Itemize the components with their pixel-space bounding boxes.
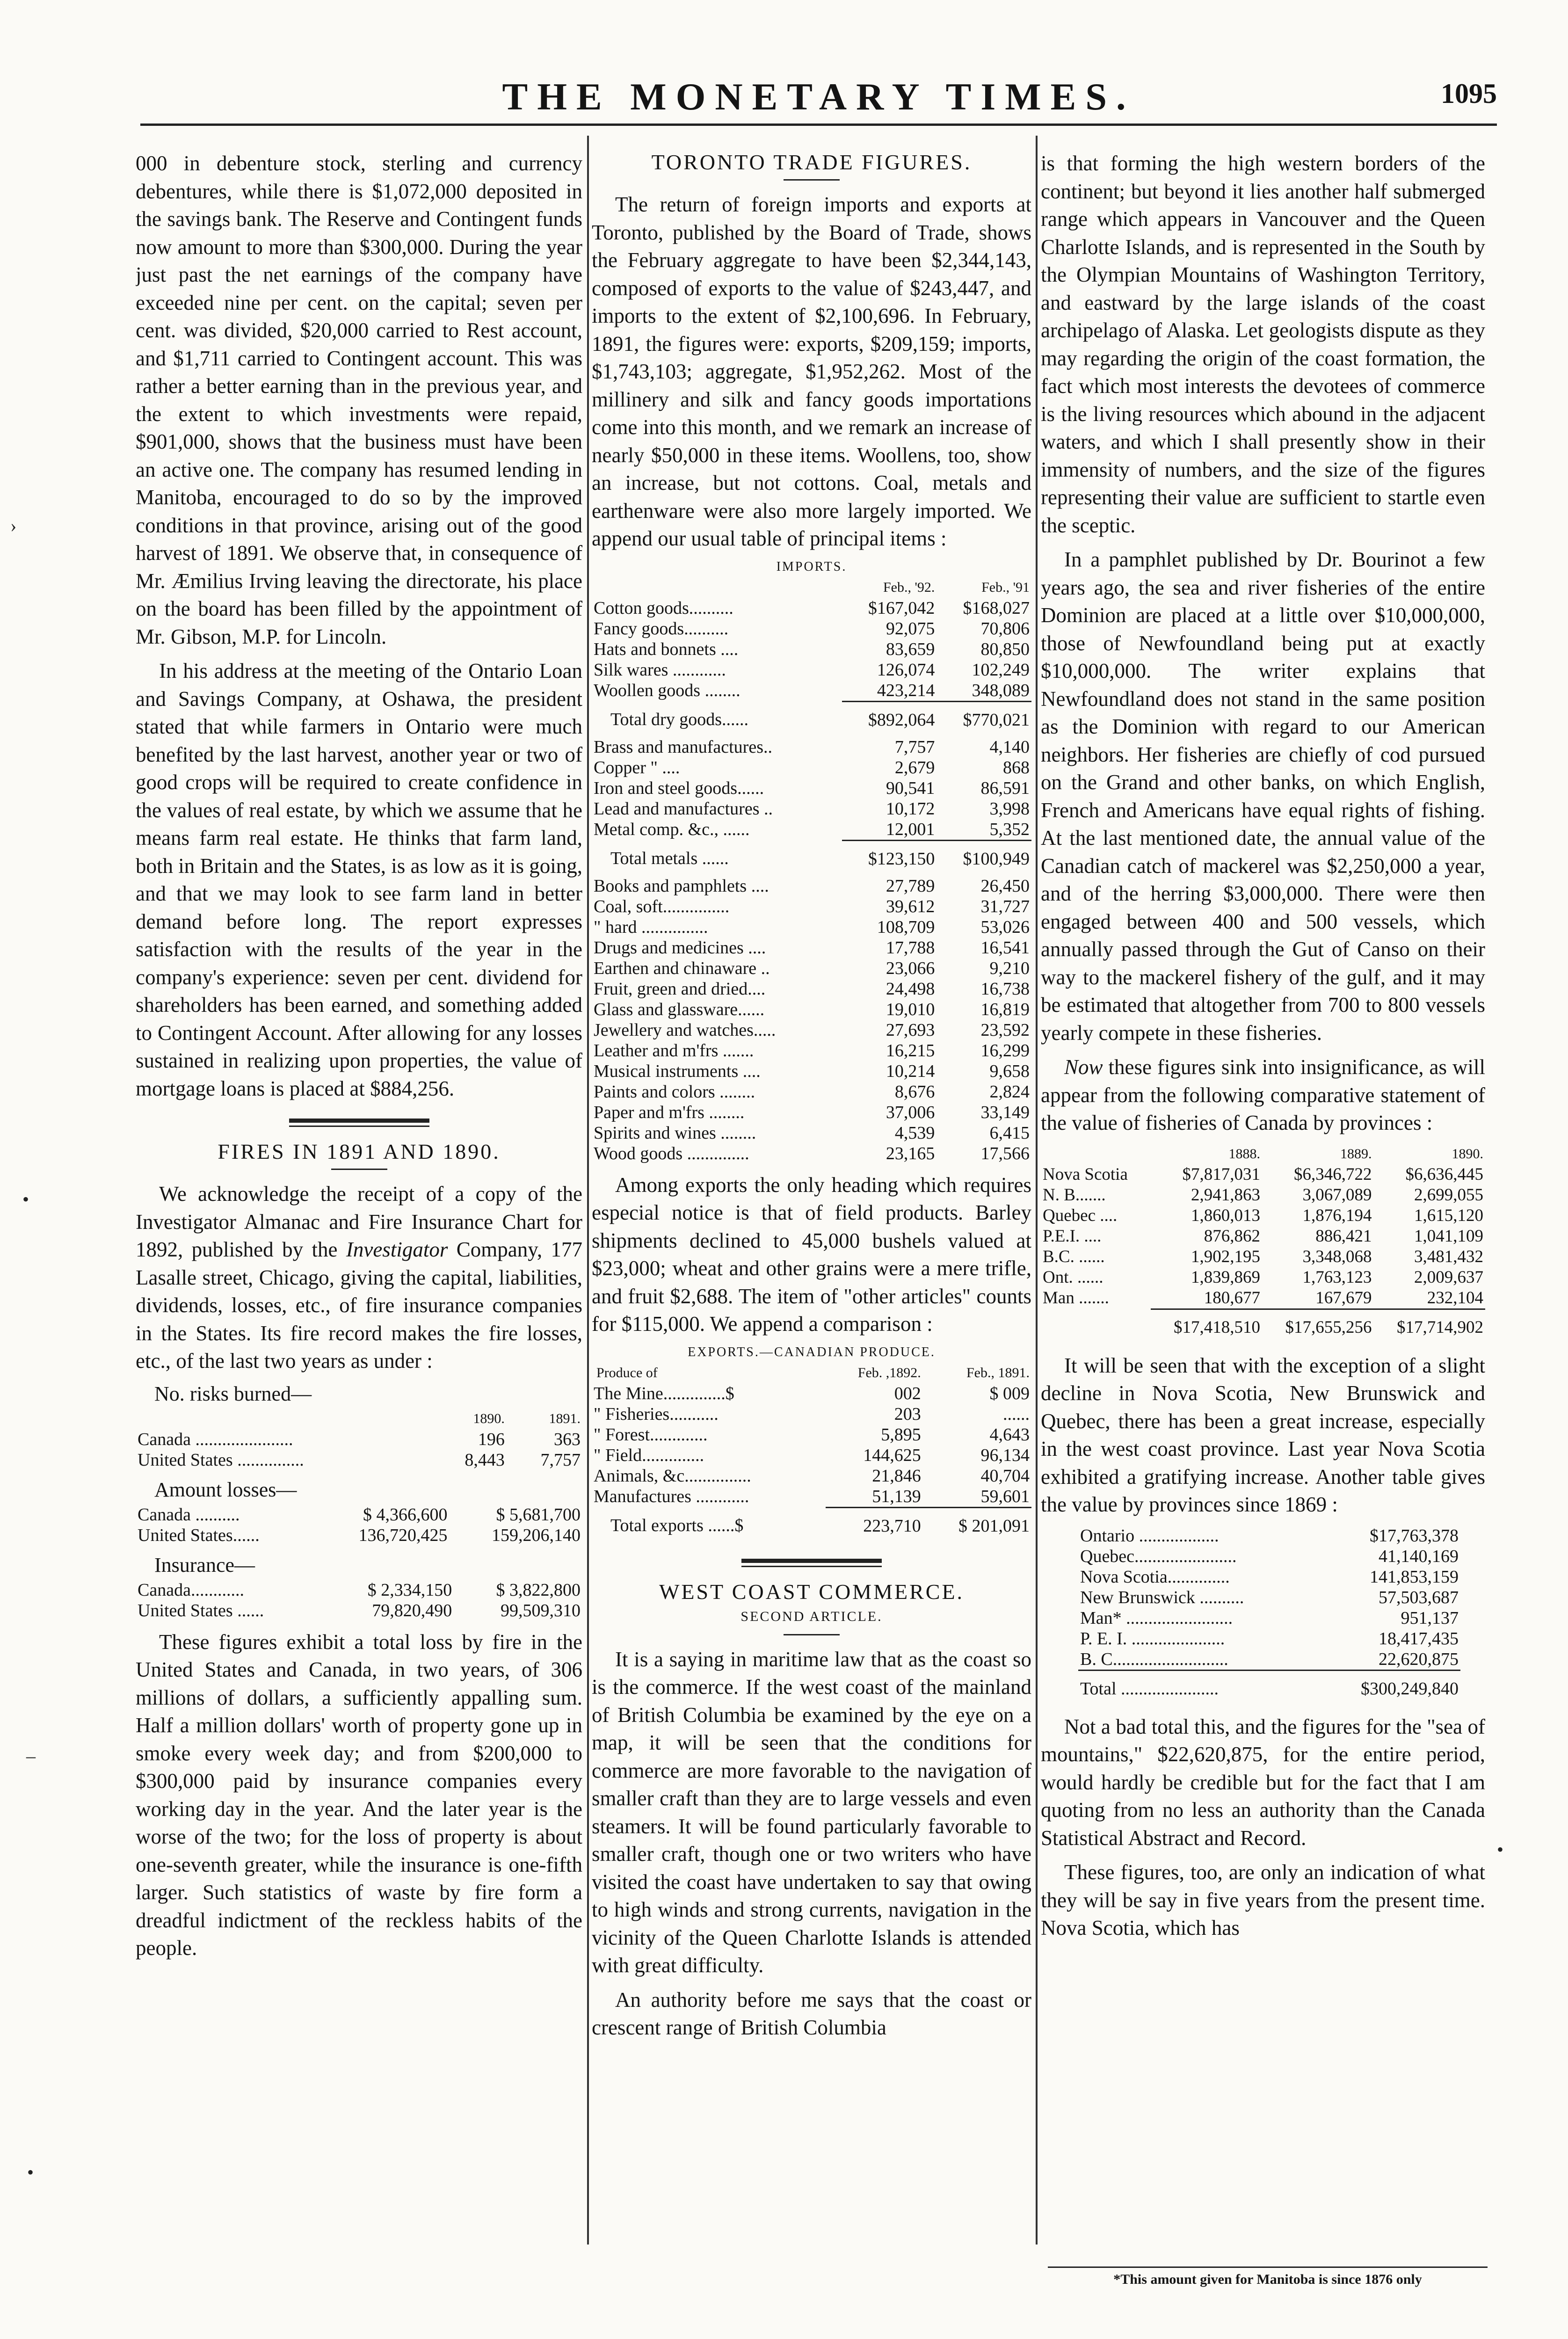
row-label: Ont. ...... xyxy=(1043,1267,1103,1287)
paragraph: The return of foreign imports and exports at Toronto, published by the Board of Trade, shows the February aggregate to have been $2,344,143, composed of exports to the value of $243,447, and imports to the extent of $2,100,696. In February, 1891, the figures were: exports, $209,159; imports, $1,743,103; aggregate, $1,952,262. Most of the millinery and silk and fancy goods importations come into this month, and we remark an increase of nearly $50,000 in these items. Woollens, too, show an increase, but not cottons. Coal, metals and earthenware were also more largely imported. We append our usual table of principal items : xyxy=(592,193,1031,550)
table-row xyxy=(592,618,1031,639)
row-value: 3,998 xyxy=(989,799,1030,819)
row-value: 4,539 xyxy=(894,1123,935,1143)
row-value: 26,450 xyxy=(980,876,1030,896)
row-value: 27,789 xyxy=(886,876,935,896)
row-label: Manufactures ............ xyxy=(594,1487,749,1507)
row-value: 92,075 xyxy=(886,618,935,639)
row-label: Metal comp. &c., ...... xyxy=(594,820,750,840)
column-header: Feb., '91 xyxy=(981,579,1030,595)
row-value: 1,839,869 xyxy=(1191,1267,1261,1287)
row-value: 70,806 xyxy=(980,618,1030,639)
table-row xyxy=(1078,1608,1460,1628)
table-row xyxy=(592,896,1031,917)
paragraph: Among exports the only heading which requires especial notice is that of field products. Barley shipments declined to 45,000 bushels valued at $23,000; wheat and other grains were a mere trifle, and fruit $2,688. The item of "other articles" counts for $115,000. We append a comparison : xyxy=(592,1173,1031,1336)
row-value: 31,727 xyxy=(980,896,1030,916)
row-value: 41,140,169 xyxy=(1379,1546,1459,1566)
row-value: 876,862 xyxy=(1204,1226,1261,1246)
table-row xyxy=(592,799,1031,819)
exports-table xyxy=(592,1363,1031,1543)
table-row xyxy=(592,598,1031,618)
row-value: 3,348,068 xyxy=(1302,1247,1372,1266)
row-value: 8,676 xyxy=(894,1082,935,1102)
row-value: 951,137 xyxy=(1401,1608,1459,1628)
row-label: Musical instruments .... xyxy=(594,1061,761,1081)
margin-mark: • xyxy=(22,1189,29,1210)
paragraph: In his address at the meeting of the Ontario Loan and Savings Company, at Oshawa, the president stated that while farmers in Ontario were much benefited by the last harvest, another year or two of good crops will be required to create confidence in the values of real estate, by which we assume that he means farm real estate. He thinks that farm land, both in Britain and the States, is as low as it is going, and that we may look to see farm land in better demand before long. The report expresses satisfaction with the results of the year in the company's experience: seven per cent. dividend for shareholders has been earned, and something added to Contingent Account. After allowing for any losses sustained in realizing upon properties, the value of mortgage loans is placed at $884,256. xyxy=(136,659,582,1100)
table-row xyxy=(592,958,1031,979)
row-value: 37,006 xyxy=(886,1102,935,1122)
paragraph: In a pamphlet published by Dr. Bourinot a few years ago, the sea and river fisheries of the entire Dominion are placed at a little over $10,000,000, those of Newfoundland being put at exactly $10,000,000. The writer explains that Newfoundland does not stand in the same position as the Dominion with regard to our American neighbors. Her fisheries are chiefly of cod pursued on the Grand and other banks, on which English, French and Americans have equal rights of fishing. At the last mentioned date, the annual value of the Canadian catch of mackerel was $2,250,000 a year, and of the herring $3,000,000. There were then engaged between 400 and 500 vessels, which annually passed through the Gut of Canso on their way to the mackerel fishery of the gulf, and it may be estimated that altogether from 700 to 800 vessels yearly compete in these fisheries. xyxy=(1041,548,1485,1045)
row-value: $167,042 xyxy=(868,598,935,618)
row-value: ...... xyxy=(1003,1404,1030,1424)
row-label: Quebec .... xyxy=(1043,1206,1118,1225)
table-row: United States ............... 8,443 7,757 xyxy=(138,1450,581,1470)
table-row xyxy=(1078,1567,1460,1587)
row-value: 16,541 xyxy=(980,937,1030,958)
row-value: 2,941,863 xyxy=(1191,1185,1261,1205)
row-label: P. E. I. ..................... xyxy=(1080,1628,1225,1649)
table-row xyxy=(592,1466,1031,1486)
paragraph: It is a saying in maritime law that as the coast so is the commerce. If the west coast of the mainland of British Columbia be examined by the eye on a map, it will be seen that the conditions for commerce are more favorable to the navigation of smaller craft than they are to large vessels and even steamers. It will be found particularly favorable to smaller craft, though one or two writers who have visited the coast have undertaken to say that owing to high winds and strong currents, navigation in the vicinity of the Queen Charlotte Islands is attended with great difficulty. xyxy=(592,1647,1031,1977)
row-value: 17,788 xyxy=(886,937,935,958)
section-heading: FIRES IN 1891 AND 1890. xyxy=(218,1140,501,1163)
table-row xyxy=(1078,1587,1460,1608)
paragraph: It will be seen that with the exception of a slight decline in Nova Scotia, New Brunswick and Quebec, there has been a great increase, especially in the west coast province. Last year Nova Scotia exhibited a gratifying increase. Another table gives the value by provinces since 1869 : xyxy=(1041,1353,1485,1516)
table-caption: IMPORTS. xyxy=(776,559,847,574)
row-label: " hard ............... xyxy=(594,917,708,937)
row-label: Animals, &c............... xyxy=(594,1466,751,1486)
table-row xyxy=(1041,1288,1485,1309)
row-label: Cotton goods.......... xyxy=(594,598,733,618)
row-label: " Field.............. xyxy=(594,1445,704,1465)
row-value: 59,601 xyxy=(980,1486,1030,1506)
row-label: Ontario .................. xyxy=(1080,1525,1219,1546)
margin-mark: – xyxy=(26,1745,36,1766)
table-row xyxy=(592,1143,1031,1164)
table-row xyxy=(592,1486,1031,1508)
row-label: N. B....... xyxy=(1043,1185,1106,1205)
row-label: Hats and bonnets .... xyxy=(594,639,739,659)
row-label: Coal, soft............... xyxy=(594,896,730,916)
row-value: 423,214 xyxy=(877,680,935,700)
row-value: 167,679 xyxy=(1315,1288,1372,1308)
paragraph: These figures, too, are only an indication of what they will be say in five years from the present time. Nova Scotia, which has xyxy=(1041,1860,1485,1939)
row-value: 2,824 xyxy=(989,1082,1030,1102)
table-row xyxy=(592,639,1031,660)
row-value: 96,134 xyxy=(980,1445,1030,1465)
row-value: 23,592 xyxy=(980,1020,1030,1040)
row-value: 19,010 xyxy=(886,999,935,1019)
row-value: 39,612 xyxy=(886,896,935,916)
row-value: 10,172 xyxy=(886,799,935,819)
table-row xyxy=(592,979,1031,999)
section-subheading: SECOND ARTICLE. xyxy=(740,1608,883,1624)
row-value: 83,659 xyxy=(886,639,935,659)
column-header: 1890. xyxy=(1452,1146,1483,1162)
row-value: $17,763,378 xyxy=(1370,1525,1459,1546)
row-value: 3,481,432 xyxy=(1414,1247,1483,1266)
row-value: 7,757 xyxy=(894,737,935,757)
column-3 xyxy=(1041,150,1485,1949)
row-value: 4,140 xyxy=(989,737,1030,757)
table-row xyxy=(1041,1164,1485,1185)
footnote: *This amount given for Manitoba is since 1876 only xyxy=(1048,2266,1488,2288)
row-value: 57,503,687 xyxy=(1379,1587,1459,1607)
table-row xyxy=(592,1404,1031,1424)
paragraph: These figures exhibit a total loss by fire in the United States and Canada, in two years, of 306 millions of dollars, a sufficiently appalling sum. Half a million dollars' worth of property gone up in smoke every week day; and from $200,000 to $300,000 paid by insurance companies every working day in the year. And the later year is the worse of the two; for the loss of property is about one-seventh greater, while the insurance is one-fifth larger. Such statistics of waste by fire form a dreadful indictment of the reckless habits of the people. xyxy=(136,1630,582,1960)
row-value: 80,850 xyxy=(980,639,1030,659)
row-value: $6,346,722 xyxy=(1294,1164,1372,1184)
row-value: 86,591 xyxy=(980,778,1030,798)
row-value: 108,709 xyxy=(877,917,935,937)
row-label: Jewellery and watches..... xyxy=(594,1020,776,1040)
row-value: 9,210 xyxy=(989,958,1030,978)
row-value: 12,001 xyxy=(886,819,935,839)
paragraph: Not a bad total this, and the figures for the "sea of mountains," $22,620,875, for the entire period, would hardly be credible but for the fact that I am quoting from no less an authority than the Canada Statistical Abstract and Record. xyxy=(1041,1714,1485,1850)
row-label: Nova Scotia.............. xyxy=(1080,1567,1230,1587)
row-label: Leather and m'frs ....... xyxy=(594,1040,754,1061)
fire-risks-table xyxy=(136,1409,582,1470)
table-row: United States...... 136,720,425 159,206,140 xyxy=(138,1525,581,1545)
fire-losses-table xyxy=(136,1504,582,1546)
row-value: 16,215 xyxy=(886,1040,935,1061)
row-value: 348,089 xyxy=(972,680,1030,700)
row-label: The Mine..............$ xyxy=(594,1383,734,1403)
table-total-row: Total exports ......$ 223,710 $ 201,091 xyxy=(592,1507,1031,1543)
row-value: 40,704 xyxy=(980,1466,1030,1486)
row-value: 2,699,055 xyxy=(1414,1185,1483,1205)
row-label: Iron and steel goods...... xyxy=(594,778,764,798)
column-header: 1891. xyxy=(549,1410,581,1426)
row-value: 16,299 xyxy=(980,1040,1030,1061)
table-row xyxy=(592,1061,1031,1082)
row-value: 141,853,159 xyxy=(1370,1567,1459,1587)
text-run: Company, 177 Lasalle street, Chicago, giving the capital, liabilities, dividends, losses, etc., of fire insurance companies in the States. Its fire record makes the fire losses, etc., of the last two years as under : xyxy=(136,1238,582,1373)
table-row xyxy=(592,1102,1031,1123)
page-number: 1095 xyxy=(1441,78,1497,109)
row-value: 4,643 xyxy=(989,1424,1030,1445)
table-row xyxy=(592,999,1031,1020)
row-label: Fruit, green and dried.... xyxy=(594,979,766,999)
row-value: 1,615,120 xyxy=(1414,1206,1483,1225)
paragraph xyxy=(1041,1053,1485,1137)
row-value: 2,009,637 xyxy=(1414,1267,1483,1287)
row-value: 23,066 xyxy=(886,958,935,978)
section-heading: TORONTO TRADE FIGURES. xyxy=(651,150,972,174)
row-label: Quebec....................... xyxy=(1080,1546,1237,1566)
row-value: 9,658 xyxy=(989,1061,1030,1081)
margin-mark: › xyxy=(10,515,17,536)
table-row xyxy=(592,1082,1031,1102)
row-label: Woollen goods ........ xyxy=(594,681,740,701)
column-header: Produce of xyxy=(596,1365,658,1380)
table-total-row: Total metals ...... $123,150 $100,949 xyxy=(592,840,1031,876)
text-run: We acknowledge the receipt of a copy of the Investigator Almanac and Fire Insurance Chart for 1892, published by the xyxy=(136,1182,582,1261)
table-total-row: $17,418,510 $17,655,256 $17,714,902 xyxy=(1041,1309,1485,1344)
table-row xyxy=(592,1424,1031,1445)
row-value: 23,165 xyxy=(886,1143,935,1163)
row-label: Wood goods .............. xyxy=(594,1143,749,1163)
row-value: 90,541 xyxy=(886,778,935,798)
row-label: " Fisheries........... xyxy=(594,1404,719,1424)
table-subheading: Amount losses— xyxy=(154,1478,297,1501)
row-value: 5,352 xyxy=(989,819,1030,839)
row-value: 6,415 xyxy=(989,1123,1030,1143)
table-row xyxy=(1078,1628,1460,1649)
table-row: Canada ...................... 196 363 xyxy=(138,1429,581,1449)
row-value: 16,738 xyxy=(980,979,1030,999)
row-value: 868 xyxy=(1003,757,1030,777)
table-row xyxy=(592,778,1031,799)
row-value: 2,679 xyxy=(894,757,935,777)
table-row: United States ...... 79,820,490 99,509,310 xyxy=(138,1600,581,1620)
row-value: 21,846 xyxy=(872,1466,921,1486)
row-value: 51,139 xyxy=(872,1486,921,1506)
row-label: Man* ........................ xyxy=(1080,1608,1233,1628)
row-label: B. C.......................... xyxy=(1080,1649,1228,1669)
column-divider xyxy=(587,136,589,2245)
row-value: 203 xyxy=(894,1404,921,1424)
row-value: 27,693 xyxy=(886,1020,935,1040)
table-total-row: Total dry goods...... $892,064 $770,021 xyxy=(592,701,1031,737)
heading-rule xyxy=(784,179,840,181)
table-row xyxy=(592,819,1031,841)
row-value: 24,498 xyxy=(886,979,935,999)
column-header: Feb. ,1892. xyxy=(857,1365,921,1380)
italic-title: Investigator xyxy=(346,1238,448,1261)
row-value: 17,566 xyxy=(980,1143,1030,1163)
row-label: Silk wares ............ xyxy=(594,660,726,680)
table-row xyxy=(1041,1267,1485,1288)
paragraph xyxy=(136,1180,582,1375)
column-header: Feb., 1891. xyxy=(966,1365,1030,1380)
row-label: Copper " .... xyxy=(594,757,680,777)
margin-mark: • xyxy=(1497,1839,1504,1860)
column-header: 1888. xyxy=(1228,1146,1261,1162)
paragraph: 000 in debenture stock, sterling and currency debentures, while there is $1,072,000 deposited in the savings bank. The Reserve and Contingent funds now amount to more than $300,000. During the year just past the net earnings of the company have exceeded nine per cent. on the capital; seven per cent. was divided, $20,000 carried to Rest account, and $1,711 carried to Contingent account. This was rather a better earning than in the previous year, and the extent to which investments were repaid, $901,000, shows that the business must have been an active one. The company has resumed lending in Manitoba, encouraged to do so by the improved conditions in that province, arising out of the good harvest of 1891. We observe that, in consequence of Mr. Æmilius Irving leaving the directorate, his place on the board has been filled by the appointment of Mr. Gibson, M.P. for Lincoln. xyxy=(136,152,582,648)
row-value: $ 009 xyxy=(989,1383,1030,1403)
row-value: 1,860,013 xyxy=(1191,1206,1261,1225)
row-value: 16,819 xyxy=(980,999,1030,1019)
table-row: Canada .......... $ 4,366,600 $ 5,681,700 xyxy=(138,1504,581,1525)
section-heading: WEST COAST COMMERCE. xyxy=(659,1579,965,1604)
fire-insurance-table xyxy=(136,1580,582,1621)
header-rule xyxy=(140,123,1497,126)
row-label: Drugs and medicines .... xyxy=(594,937,766,958)
fisheries-table xyxy=(1041,1144,1485,1344)
row-label: " Forest............. xyxy=(594,1424,708,1445)
row-value: 33,149 xyxy=(980,1102,1030,1122)
paragraph: An authority before me says that the coast or crescent range of British Columbia xyxy=(592,1988,1031,2039)
row-label: Fancy goods.......... xyxy=(594,618,729,639)
table-row xyxy=(1041,1206,1485,1226)
table-row xyxy=(592,737,1031,757)
row-value: 1,041,109 xyxy=(1414,1226,1483,1246)
table-row xyxy=(592,1383,1031,1404)
row-value: 1,902,195 xyxy=(1191,1247,1261,1266)
table-row xyxy=(592,680,1031,702)
provinces-table xyxy=(1078,1525,1460,1706)
table-row xyxy=(592,937,1031,958)
row-label: Paints and colors ........ xyxy=(594,1082,755,1102)
table-caption: EXPORTS.—CANADIAN PRODUCE. xyxy=(688,1344,936,1359)
table-row xyxy=(592,1020,1031,1040)
heading-rule xyxy=(331,1169,387,1170)
table-row xyxy=(1078,1546,1460,1567)
table-row xyxy=(1041,1226,1485,1247)
page-header xyxy=(140,75,1497,126)
row-value: $168,027 xyxy=(963,598,1030,618)
column-divider xyxy=(1036,136,1038,2245)
column-2 xyxy=(592,150,1031,2048)
table-row xyxy=(592,876,1031,896)
column-1 xyxy=(136,150,582,1969)
row-label: Nova Scotia xyxy=(1043,1164,1128,1184)
section-separator xyxy=(741,1559,882,1567)
table-row xyxy=(1078,1525,1460,1546)
row-label: Man ....... xyxy=(1043,1288,1109,1308)
text-run: these figures sink into insignificance, as will appear from the following comparative statement of the value of fisheries of Canada by provinces : xyxy=(1041,1055,1485,1134)
row-label: Books and pamphlets .... xyxy=(594,876,769,896)
section-separator xyxy=(289,1119,429,1127)
row-label: Glass and glassware...... xyxy=(594,999,765,1019)
row-value: 3,067,089 xyxy=(1302,1185,1372,1205)
row-value: 232,104 xyxy=(1427,1288,1483,1308)
italic-word: Now xyxy=(1064,1055,1103,1079)
row-value: 53,026 xyxy=(980,917,1030,937)
paragraph: is that forming the high western borders of the continent; but beyond it lies another half submerged range which appears in Vancouver and the Queen Charlotte Islands, and is represented in the South by the Olympian Mountains of Washington Territory, and eastward by the large islands of the coast archipelago of Alaska. Let geologists dispute as they may regarding the origin of the coast formation, the fact which most interests the devotees of commerce is the living resources which abound in the adjacent waters, and which I shall presently show in their immensity of numbers, and the size of the figures representing their value are sufficient to startle even the sceptic. xyxy=(1041,152,1485,537)
row-label: New Brunswick .......... xyxy=(1080,1587,1244,1607)
row-value: 1,763,123 xyxy=(1302,1267,1372,1287)
row-value: 886,421 xyxy=(1315,1226,1372,1246)
table-row xyxy=(592,1445,1031,1466)
imports-table xyxy=(592,577,1031,1164)
table-row xyxy=(592,660,1031,680)
row-value: 180,677 xyxy=(1204,1288,1261,1308)
row-value: 18,417,435 xyxy=(1379,1628,1459,1649)
heading-rule xyxy=(784,1634,840,1635)
table-subheading: Insurance— xyxy=(154,1553,255,1576)
row-value: 5,895 xyxy=(881,1424,921,1445)
column-header: 1890. xyxy=(473,1410,505,1426)
table-row xyxy=(592,1123,1031,1143)
row-label: Paper and m'frs ........ xyxy=(594,1102,745,1122)
column-header: Feb., '92. xyxy=(883,579,935,595)
table-total-row: Total ...................... $300,249,840 xyxy=(1078,1670,1460,1706)
row-label: Earthen and chinaware .. xyxy=(594,958,770,978)
row-value: 10,214 xyxy=(886,1061,935,1081)
row-value: 144,625 xyxy=(863,1445,921,1465)
column-header: 1889. xyxy=(1340,1146,1372,1162)
table-row: Canada............ $ 2,334,150 $ 3,822,800 xyxy=(138,1580,581,1600)
row-label: B.C. ...... xyxy=(1043,1247,1105,1266)
table-row xyxy=(1041,1247,1485,1267)
row-value: 102,249 xyxy=(972,660,1030,680)
table-row xyxy=(1078,1649,1460,1671)
masthead-title: THE MONETARY TIMES. xyxy=(502,75,1135,118)
row-label: Brass and manufactures.. xyxy=(594,737,772,757)
row-value: 002 xyxy=(894,1383,921,1403)
table-row xyxy=(1041,1185,1485,1206)
table-subheading: No. risks burned— xyxy=(154,1382,312,1405)
row-label: Lead and manufactures .. xyxy=(594,799,773,819)
margin-mark: • xyxy=(27,2162,34,2183)
table-row xyxy=(592,1040,1031,1061)
table-row xyxy=(592,917,1031,937)
row-value: 22,620,875 xyxy=(1379,1649,1459,1669)
row-value: 126,074 xyxy=(877,660,935,680)
table-row xyxy=(592,757,1031,778)
row-value: 1,876,194 xyxy=(1302,1206,1372,1225)
row-label: P.E.I. .... xyxy=(1043,1226,1102,1246)
row-label: Spirits and wines ........ xyxy=(594,1123,756,1143)
row-value: $6,636,445 xyxy=(1405,1164,1483,1184)
row-value: $7,817,031 xyxy=(1182,1164,1261,1184)
